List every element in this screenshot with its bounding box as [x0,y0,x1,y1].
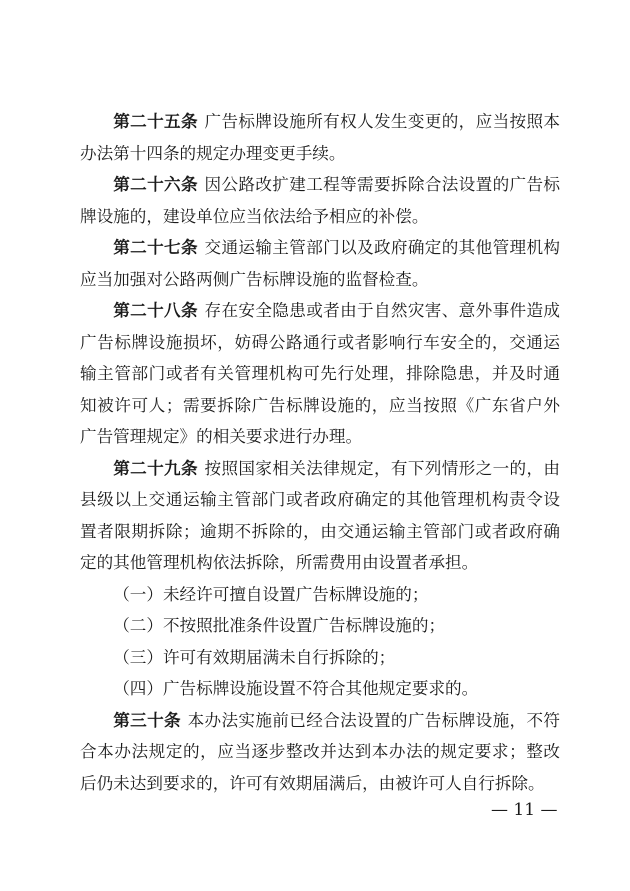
article-number: 第二十六条 [113,174,198,194]
document-body [80,106,560,799]
article-text: 因公路改扩建工程等需要拆除合法设置的广告标牌设施的，建设单位应当依法给予相应的补偿。 [80,175,560,226]
article-30 [80,705,560,800]
list-item: （三）许可有效期届满未自行拆除的； [113,647,396,667]
article-text: 交通运输主管部门以及政府确定的其他管理机构应当加强对公路两侧广告标牌设施的监督检查。 [80,238,560,289]
article-text: 存在安全隐患或者由于自然灾害、意外事件造成广告标牌设施损坏，妨碍公路通行或者影响行车安全的，交通运输主管部门或者有关管理机构可先行处理，排除隐患，并及时通知被许可人；需要拆除广告标牌设施的，应当按照《广东省户外广告管理规定》的相关要求进行办理。 [80,301,560,446]
list-item: （四）广告标牌设施设置不符合其他规定要求的。 [113,679,479,698]
article-number: 第三十条 [113,709,181,730]
article-number: 第二十九条 [113,457,198,478]
article-number: 第二十七条 [113,237,198,257]
article-28 [80,295,560,453]
article-27 [80,232,560,295]
article-26 [80,169,560,232]
article-text: 按照国家相关法律规定，有下列情形之一的，由县级以上交通运输主管部门或者政府确定的其他管理机构责令设置者限期拆除；逾期不拆除的，由交通运输主管部门或者政府确定的其他管理机构依法拆除，所需费用由设置者承担。 [80,458,560,572]
article-29 [80,453,560,579]
list-item: （一）未经许可擅自设置广告标牌设施的； [113,584,429,604]
article-text: 本办法实施前已经合法设置的广告标牌设施，不符合本办法规定的，应当逐步整改并达到本办法的规定要求；整改后仍未达到要求的，许可有效期届满后，由被许可人自行拆除。 [80,710,561,793]
list-item: （二）不按照批准条件设置广告标牌设施的； [113,616,446,635]
article-25 [80,106,560,169]
article-number: 第二十八条 [113,300,198,320]
article-number: 第二十五条 [113,111,198,131]
page-number: — 11 — [491,800,558,820]
article-text: 广告标牌设施所有权人发生变更的，应当按照本办法第十四条的规定办理变更手续。 [80,112,560,163]
